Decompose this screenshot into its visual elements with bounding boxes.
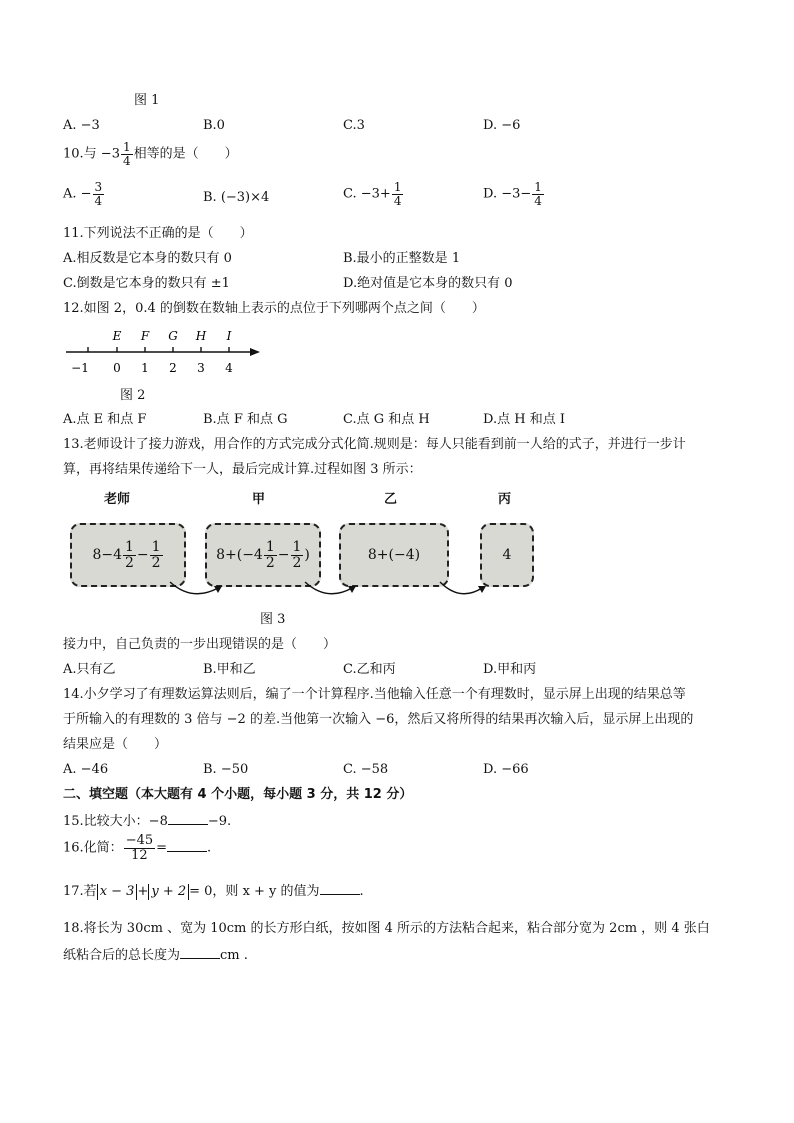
tick-label-minus1: −1 <box>71 361 89 375</box>
tick-label-2: 2 <box>169 361 177 375</box>
q13-option-c: C.乙和丙 <box>343 662 396 677</box>
q12-option-c: C.点 G 和点 H <box>343 412 430 427</box>
q10-option-a: A. − $\frac{3}{4}$ <box>63 180 103 208</box>
q14-stem-line3: 结果应是（ ） <box>63 737 168 752</box>
tick-label-3: 3 <box>197 361 205 375</box>
q14-option-d: D. −66 <box>483 762 529 777</box>
q16-answer-blank[interactable] <box>167 839 207 852</box>
q13-option-d: D.甲和丙 <box>483 662 537 677</box>
q11-option-b: B.最小的正整数是 1 <box>343 251 461 266</box>
q14-option-b: B. −50 <box>203 762 249 777</box>
relay-label-jia: 甲 <box>252 492 266 507</box>
figure-3-caption: 图 3 <box>260 612 286 627</box>
q15-answer-blank[interactable] <box>168 812 208 825</box>
relay-box-teacher: 8−4 $\frac{1}{2}$ − $\frac{1}{2}$ <box>70 523 186 587</box>
q16: 16.化简： $\frac{-45}{12}$ = . <box>63 833 212 863</box>
point-label-g: G <box>168 329 178 343</box>
arrow-3 <box>440 582 482 594</box>
relay-label-teacher: 老师 <box>104 492 131 507</box>
figure-1-caption: 图 1 <box>134 93 160 108</box>
tick-label-0: 0 <box>113 361 121 375</box>
q12-option-b: B.点 F 和点 G <box>203 412 288 427</box>
arrow-2 <box>305 582 352 594</box>
point-label-i: I <box>226 329 232 343</box>
q12-stem: 12.如图 2，0.4 的倒数在数轴上表示的点位于下列哪两个点之间（ ） <box>63 301 485 316</box>
point-label-f: F <box>140 329 150 343</box>
q9-option-c: C.3 <box>343 118 365 133</box>
q11-stem: 11.下列说法不正确的是（ ） <box>63 226 253 241</box>
q9-option-a: A. −3 <box>63 118 100 133</box>
q14-option-c: C. −58 <box>343 762 389 777</box>
q9-option-d: D. −6 <box>483 118 521 133</box>
q9-option-b: B.0 <box>203 118 225 133</box>
q13-stem-line1: 13.老师设计了接力游戏，用合作的方式完成分式化简.规则是：每人只能看到前一人给的式子，并进行一步计 <box>63 437 686 452</box>
relay-arrows <box>160 578 500 602</box>
q14-stem-line1: 14.小夕学习了有理数运算法则后，编了一个计算程序.当他输入任意一个有理数时，显示屏上出现的结果总等 <box>63 687 686 702</box>
relay-box-yi: 8+(−4) <box>339 523 449 587</box>
arrow-1 <box>170 582 218 594</box>
figure-2-caption: 图 2 <box>120 388 146 403</box>
number-line-figure <box>60 322 270 382</box>
tick-label-1: 1 <box>141 361 149 375</box>
tick-label-4: 4 <box>225 361 233 375</box>
q13-option-a: A.只有乙 <box>63 662 116 677</box>
q13-option-b: B.甲和乙 <box>203 662 256 677</box>
point-label-e: E <box>112 329 122 343</box>
section-2-heading: 二、填空题（本大题有 4 个小题，每小题 3 分，共 12 分） <box>63 787 413 802</box>
q15: 15.比较大小：−8 −9. <box>63 814 232 829</box>
q14-stem-line2: 于所输入的有理数的 3 倍与 −2 的差.当他第一次输入 −6，然后又将所得的结果再次输入后，显示屏上出现的 <box>63 712 694 727</box>
q18-line1: 18.将长为 30cm 、宽为 10cm 的长方形白纸，按如图 4 所示的方法粘合起来，粘合部分宽为 2cm ，则 4 张白 <box>63 921 710 936</box>
q13-question: 接力中，自己负责的一步出现错误的是（ ） <box>63 637 337 652</box>
q10-stem: 10.与 −3 $\frac{1}{4}$ 相等的是（ ） <box>63 140 238 168</box>
q11-option-d: D.绝对值是它本身的数只有 0 <box>343 276 513 291</box>
relay-box-jia: 8+(−4 $\frac{1}{2}$ − $\frac{1}{2}$ ) <box>205 523 321 587</box>
point-label-h: H <box>195 329 207 343</box>
q14-option-a: A. −46 <box>63 762 109 777</box>
q18-line2: 纸粘合后的总长度为 cm . <box>63 948 248 963</box>
relay-box-bing: 4 <box>480 523 534 587</box>
q10-option-d: D. −3− $\frac{1}{4}$ <box>483 180 542 208</box>
q18-answer-blank[interactable] <box>180 946 220 959</box>
q10-option-b: B. (−3)×4 <box>203 190 270 205</box>
q11-option-a: A.相反数是它本身的数只有 0 <box>63 251 232 266</box>
q11-option-c: C.倒数是它本身的数只有 ±1 <box>63 276 230 291</box>
q10-option-c: C. −3+ $\frac{1}{4}$ <box>343 180 402 208</box>
q12-option-d: D.点 H 和点 I <box>483 412 565 427</box>
q17: 17.若 x − 3 + y + 2 = 0，则 x + y 的值为 . <box>63 884 364 899</box>
relay-label-yi: 乙 <box>384 492 398 507</box>
q17-answer-blank[interactable] <box>320 882 360 895</box>
q12-option-a: A.点 E 和点 F <box>63 412 147 427</box>
relay-label-bing: 丙 <box>498 492 512 507</box>
number-line-arrow <box>250 348 260 356</box>
q13-stem-line2: 算，再将结果传递给下一人，最后完成计算.过程如图 3 所示： <box>63 462 422 477</box>
